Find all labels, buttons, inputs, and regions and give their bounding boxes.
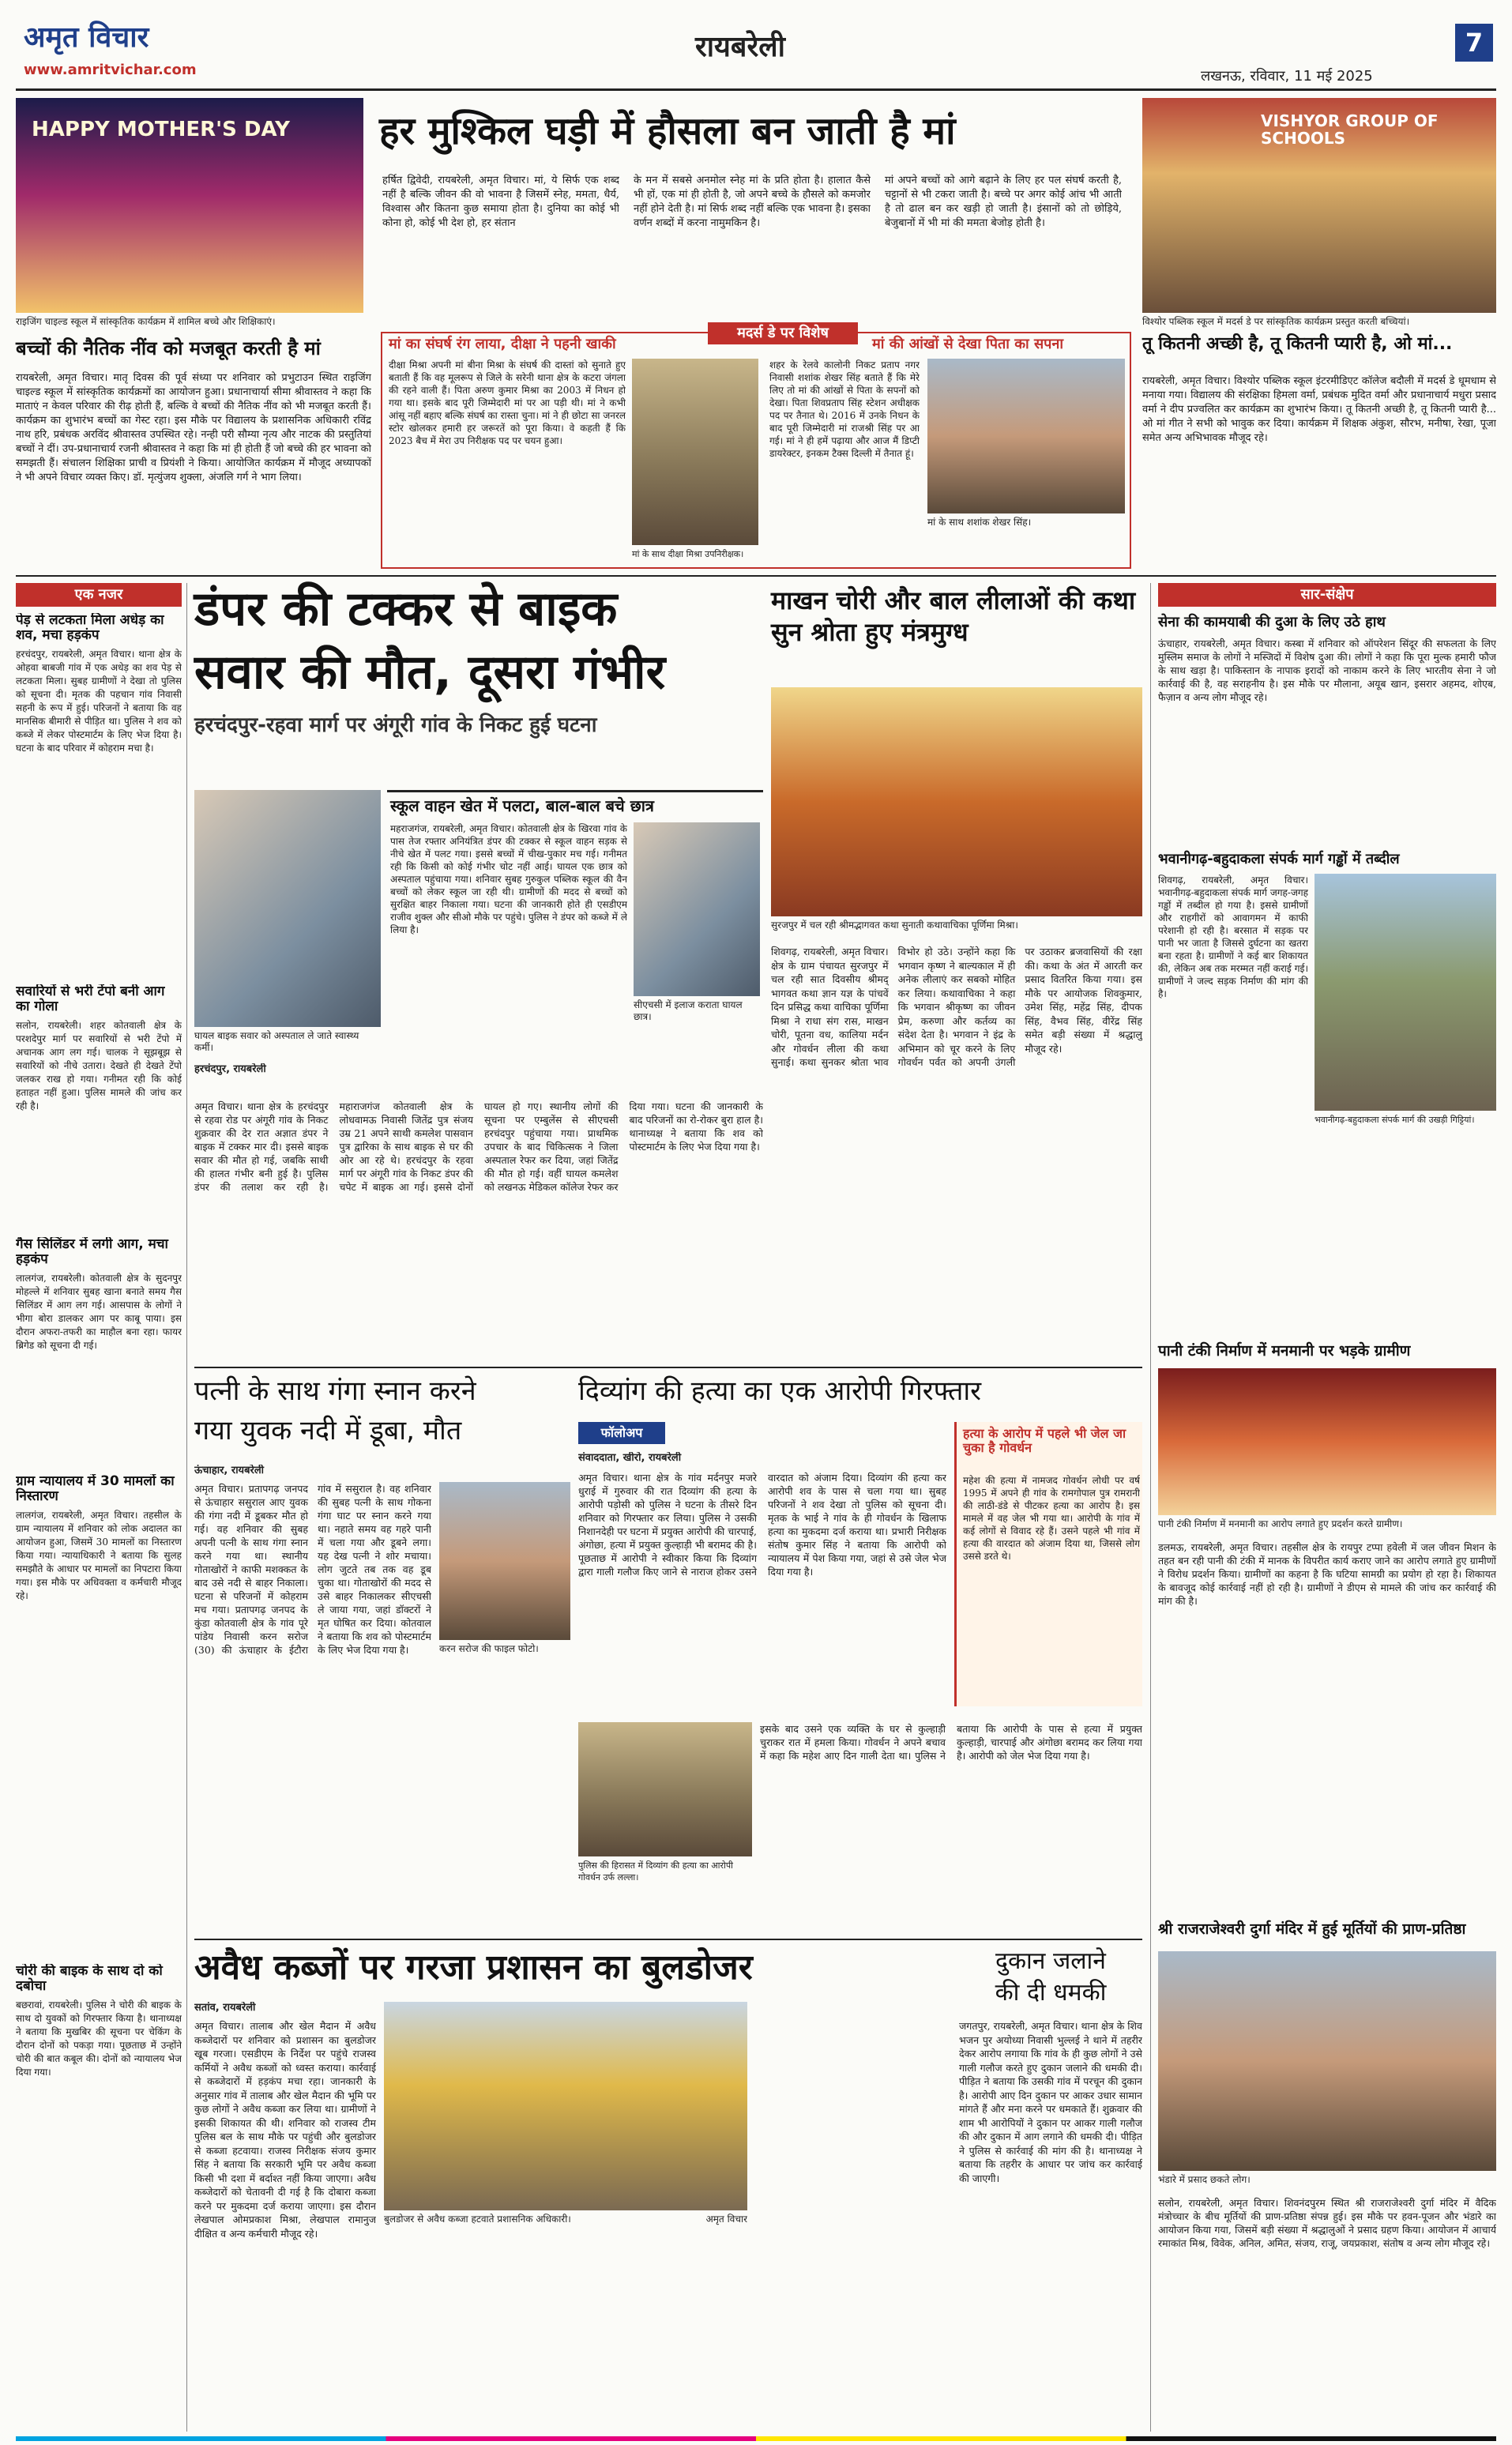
followup-tag: फॉलोअप bbox=[578, 1422, 665, 1444]
divyang-side-box bbox=[954, 1422, 1142, 1706]
dumper-photo bbox=[194, 790, 381, 1027]
bulldozer-dateline: सतांव, रायबरेली bbox=[194, 2002, 256, 2014]
site-url: www.amritvichar.com bbox=[24, 62, 197, 78]
brand-logo: अमृत विचार bbox=[24, 21, 149, 54]
brief-title: पेड़ से लटकता मिला अधेड़ का शव, मचा हड़कंप bbox=[16, 613, 164, 644]
saar-title-3: पानी टंकी निर्माण में मनमानी पर भड़के ग्रामीण bbox=[1158, 1342, 1411, 1360]
makhan-photo bbox=[771, 687, 1142, 916]
saar-caption-4: भंडारे में प्रसाद छकते लोग। bbox=[1158, 2174, 1251, 2185]
brief-item bbox=[16, 1237, 182, 1474]
mother-left-body: दीक्षा मिश्रा अपनी मां बीना मिश्रा के संघर्ष की दास्तां को सुनाते हुए बताती हैं कि वह मूलरूप से जिले के सरेनी थाना क्षेत्र के कटरा जंगला की रहने वाली हैं। पिता अरुण कुमार मिश्रा का 2003 में निधन हो गया था। इसके बाद पूरी जिम्मेदारी मां पर आ पड़ी थी। मां ने कभी आंसू नहीं बहाए बल्कि संघर्ष का रास्ता चुना। मां ने ही छोटा सा जनरल स्टोर खोलकर हमारी हर जरूरतें को पूरा किया। वे कहती हैं कि 2023 बैच में मेरा उप निरीक्षक पद पर चयन हुआ। bbox=[389, 359, 626, 446]
school-van-photo bbox=[634, 822, 760, 996]
brief-body: लालगंज, रायबरेली। कोतवाली क्षेत्र के सुदनपुर मोहल्ले में शनिवार सुबह खाना बनाते समय गैस सिलिंडर में आग लग गई। आसपास के लोगों ने भीगा बोरा डालकर आग पर काबू पाया। इस दौरान अफरा-तफरी का माहौल बना रहा। फायर ब्रिगेड को सूचना दी गई। bbox=[16, 1273, 182, 1352]
mother-left-title: मां का संघर्ष रंग लाया, दीक्षा ने पहनी खाकी bbox=[389, 336, 616, 352]
dumper-photo-caption: घायल बाइक सवार को अस्पताल ले जाते स्वास्थ्य कर्मी। bbox=[194, 1030, 359, 1053]
lead-left-caption: राइजिंग चाइल्ड स्कूल में सांस्कृतिक कार्यक्रम में शामिल बच्चे और शिक्षिकाएं। bbox=[16, 316, 276, 327]
brief-body: लालगंज, रायबरेली, अमृत विचार। तहसील के ग्राम न्यायालय में शनिवार को लोक अदालत का आयोजन हुआ, जिसमें 30 मामलों का निस्तारण किया गया। न्यायाधिकारी ने बताया कि सुलह समझौते के आधार पर मामलों का निपटारा किया गया। इस मौके पर अधिवक्ता व कर्मचारी मौजूद रहे। bbox=[16, 1510, 182, 1602]
divyang-photo-caption: पुलिस की हिरासत में दिव्यांग की हत्या का आरोपी गोवर्धन उर्फ लल्ला। bbox=[578, 1860, 733, 1883]
section-title: रायबरेली bbox=[695, 31, 785, 63]
lead-headline: हर मुश्किल घड़ी में हौसला बन जाती है मां bbox=[379, 109, 956, 153]
photo-banner-text: HAPPY MOTHER'S DAY bbox=[32, 118, 290, 141]
saar-photo-4 bbox=[1158, 1951, 1496, 2171]
school-van-box bbox=[387, 790, 763, 1090]
row-divider bbox=[194, 1939, 1142, 1940]
brief-title: सवारियों से भरी टेंपो बनी आग का गोला bbox=[16, 984, 165, 1015]
mother-right-title: मां की आंखों से देखा पिता का सपना bbox=[872, 336, 1064, 352]
shop-headline-2: की दी धमकी bbox=[995, 1979, 1107, 2007]
page-number: 7 bbox=[1455, 24, 1493, 62]
saar-caption-3: पानी टंकी निर्माण में मनमानी का आरोप लगाते हुए प्रदर्शन करते ग्रामीण। bbox=[1158, 1518, 1403, 1529]
saar-photo-2 bbox=[1315, 874, 1496, 1111]
divyang-headline: दिव्यांग की हत्या का एक आरोपी गिरफ्तार bbox=[578, 1375, 982, 1407]
mother-right-caption: मां के साथ शशांक शेखर सिंह। bbox=[927, 517, 1032, 528]
row-divider bbox=[16, 575, 1496, 577]
divyang-side-title: हत्या के आरोप में पहले भी जेल जा चुका है गोवर्धन bbox=[963, 1426, 1126, 1455]
divyang-body: अमृत विचार। थाना क्षेत्र के गांव मर्दनपुर मजरे धुराई में गुरुवार की रात दिव्यांग की हत्या के आरोपी पड़ोसी को पुलिस ने घटना के तीसरे दिन शनिवार को गिरफ्तार कर लिया। पुलिस ने उसकी निशानदेही पर घटना में प्रयुक्त आरोपी की चारपाई, अंगोछा, हत्या में प्रयुक्त कुल्हाड़ी भी बरामद की है। पूछताछ में आरोपी ने स्वीकार किया कि दिव्यांग द्वारा गाली गलौज किए जाने से नाराज होकर उसने वारदात को अंजाम दिया। दिव्यांग की हत्या कर आरोपी शव के पास से चला गया था। सुबह परिजनों ने शव देखा तो पुलिस को सूचना दी। मृतक के भाई ने गांव के ही गोवर्धन के खिलाफ हत्या का मुकदमा दर्ज कराया था। प्रभारी निरीक्षक संतोष कुमार सिंह ने बताया कि आरोपी को न्यायालय में पेश किया गया, जहां से उसे जेल भेज दिया गया है। bbox=[578, 1472, 946, 1578]
dumper-subhead: हरचंदपुर-रहवा मार्ग पर अंगूरी गांव के निकट हुई घटना bbox=[194, 713, 597, 737]
saar-title-4: श्री राजराजेश्वरी दुर्गा मंदिर में हुई मूर्तियों की प्राण-प्रतिष्ठा bbox=[1158, 1920, 1466, 1938]
lead-right-photo bbox=[1142, 98, 1496, 313]
bulldozer-caption: बुलडोजर से अवैध कब्जा हटवाते प्रशासनिक अधिकारी। bbox=[384, 2214, 571, 2225]
makhan-caption: सुरजपुर में चल रही श्रीमद्भागवत कथा सुनाती कथावाचिका पूर्णिमा मिश्रा। bbox=[771, 920, 1018, 931]
brief-item bbox=[16, 984, 182, 1237]
lead-col-2: के मन में सबसे अनमोल स्नेह मां के प्रति होता है। हालात कैसे भी हों, एक मां ही होती है, जो अपने बच्चे के हौसले को कमजोर नहीं होने देती है। मां सिर्फ शब्द नहीं बल्कि एक भावना है। इसका वर्णन शब्दों में करना नामुमकिन है। bbox=[634, 175, 871, 229]
mother-left-photo bbox=[632, 359, 758, 545]
mother-right-body: शहर के रेलवे कालोनी निकट प्रताप नगर निवासी शशांक शेखर सिंह बताते हैं कि मेरे लिए तो मां की आंखों से पिता के सपनों को देखा। पिता शिवप्रताप सिंह स्टेशन अधीक्षक पद पर तैनात थे। 2016 में उनके निधन के बाद पूरी जिम्मेदारी मां राजश्री सिंह पर आ गई। मां ने ही हमें पढ़ाया और आज मैं डिप्टी डायरेक्टर, इनकम टैक्स दिल्ली में तैनात हूं। bbox=[769, 359, 920, 459]
row-divider bbox=[194, 1367, 1142, 1368]
ganga-headline-2: गया युवक नदी में डूबा, मौत bbox=[194, 1415, 462, 1446]
brief-body: हरचंदपुर, रायबरेली, अमृत विचार। थाना क्षेत्र के ओहवा बाबजी गांव में एक अधेड़ का शव पेड़ से लटकता मिला। सुबह ग्रामीणों ने देखा तो पुलिस को सूचना दी। मृतक की पहचान गांव निवासी सहनी के रूप में हुई। परिजनों ने बताया कि वह मानसिक बीमारी से पीड़ित था। पुलिस ने शव को कब्जे में लेकर पोस्टमार्टम के लिए भेज दिया है। घटना के बाद परिवार में कोहराम मचा है। bbox=[16, 649, 182, 754]
brief-title: गैस सिलिंडर में लगी आग, मचा हड़कंप bbox=[16, 1237, 168, 1268]
lead-col-1: हर्षित द्विवेदी, रायबरेली, अमृत विचार। मां, ये सिर्फ एक शब्द नहीं है बल्कि जीवन की वो भावना है जिसमें स्नेह, ममता, धैर्य, विश्वास और कितना कुछ समाया होता है। दुनिया का कोई भी कोना हो, कोई भी देश हो, हर संतान bbox=[382, 175, 619, 229]
brief-item bbox=[16, 1474, 182, 1964]
mother-left-caption: मां के साथ दीक्षा मिश्रा उपनिरीक्षक। bbox=[632, 549, 744, 559]
lead-col-3: मां अपने बच्चों को आगे बढ़ाने के लिए हर पल संघर्ष करती है, चट्टानों से भी टकरा जाती है। बच्चे पर अगर कोई आंच भी आती है तो ढाल बन कर खड़ी हो जाती है। इंसानों को तो छोड़िये, बेजुबानों में भी मां की ममता बेजोड़ होती है। bbox=[885, 175, 1122, 229]
left-col-rule bbox=[186, 583, 187, 2432]
brief-body: सलोन, रायबरेली। शहर कोतवाली क्षेत्र के परशदेपुर मार्ग पर सवारियों से भरी टेंपो में अचानक आग लग गई। चालक ने सूझबूझ से सवारियों को नीचे उतारा। देखते ही देखते टेंपो जलकर राख हो गया। गनीमत रही कि कोई हताहत नहीं हुआ। पुलिस मामले की जांच कर रही है। bbox=[16, 1020, 182, 1112]
lead-left-photo bbox=[16, 98, 363, 313]
dateline: लखनऊ, रविवार, 11 मई 2025 bbox=[1201, 68, 1373, 85]
dumper-headline-2: सवार की मौत, दूसरा गंभीर bbox=[194, 645, 666, 700]
saar-caption-2: भवानीगढ़-बहुदाकला संपर्क मार्ग की उखड़ी गिट्टियां। bbox=[1315, 1115, 1475, 1125]
brief-strip: एक नजर bbox=[16, 583, 182, 607]
brief-list bbox=[16, 613, 182, 2430]
bulldozer-headline: अवैध कब्जों पर गरजा प्रशासन का बुलडोजर bbox=[194, 1947, 753, 1988]
bulldozer-body-cont bbox=[384, 2232, 950, 2430]
lead-right-caption: विश्योर पब्लिक स्कूल में मदर्स डे पर सांस्कृतिक कार्यक्रम प्रस्तुत करती बच्चियां। bbox=[1142, 316, 1410, 327]
dumper-headline-1: डंपर की टक्कर से बाइक bbox=[194, 581, 618, 637]
divyang-accused-photo bbox=[578, 1722, 752, 1856]
photo-banner-text: VISHYOR GROUP OF SCHOOLS bbox=[1261, 111, 1439, 149]
saar-body-1: ऊंचाहार, रायबरेली, अमृत विचार। कस्बा में शनिवार को ऑपरेशन सिंदूर की सफलता के लिए मुस्लिम समाज के लोगों ने मस्जिदों में विशेष दुआ की। लोगों ने कहा कि पूरा मुल्क हमारी फौज के साथ खड़ा है। पाकिस्तान के नापाक इरादों को नाकाम करने के लिए भारतीय सेना ने जो कार्रवाई की है, वह सराहनीय है। इस मौके पर मौलाना, अयूब खान, इसरार अहमद, शोएब, फैज़ान व अन्य लोग मौजूद रहे। bbox=[1158, 638, 1496, 703]
dumper-body: अमृत विचार। थाना क्षेत्र के हरचंदपुर से रहवा रोड पर अंगूरी गांव के निकट शुक्रवार की देर रात अज्ञात डंपर ने बाइक में टक्कर मार दी। इससे बाइक सवार की मौत हो गई, जबकि साथी की हालत गंभीर बनी हुई है। पुलिस डंपर की तलाश कर रही है। महाराजगंज कोतवाली क्षेत्र के लोधवामऊ निवासी जितेंद्र पुत्र संजय उम्र 21 अपने साथी कमलेश पासवान पुत्र द्वारिका के साथ बाइक से घर की ओर आ रहे थे। हरचंदपुर के रहवा मार्ग पर अंगूरी गांव के निकट डंपर की चपेट में बाइक आ गई। इससे दोनों घायल हो गए। स्थानीय लोगों की सूचना पर एम्बुलेंस से सीएचसी हरचंदपुर पहुंचाया गया। प्राथमिक उपचार के बाद चिकित्सक ने जिला अस्पताल रेफर कर दिया, जहां जितेंद्र की मौत हो गई। वहीं घायल कमलेश को लखनऊ मेडिकल कॉलेज रेफर कर दिया गया। घटना की जानकारी के बाद परिजनों का रो-रोकर बुरा हाल है। थानाध्यक्ष ने बताया कि शव को पोस्टमार्टम के लिए भेज दिया गया है। bbox=[194, 1100, 763, 1193]
school-van-caption: सीएचसी में इलाज कराता घायल छात्र। bbox=[634, 999, 743, 1022]
bulldozer-credit: अमृत विचार bbox=[705, 2214, 747, 2225]
brief-title: चोरी की बाइक के साथ दो को दबोचा bbox=[16, 1964, 163, 1995]
divyang-side-body: महेश की हत्या में नामजद गोवर्धन लोधी पर वर्ष 1995 में अपने ही गांव के रामगोपाल पुत्र रामरानी की लाठी-डंडे से पीटकर हत्या का आरोप है। इस मामले में वह जेल भी गया था। आरोपी के गांव में कई लोगों से विवाद रहे हैं। उसने पहले भी गांव में हत्या की वारदात को अंजाम दिया था, जिससे लोग उससे डरते थे। bbox=[963, 1475, 1140, 1562]
ganga-headline-1: पत्नी के साथ गंगा स्नान करने bbox=[194, 1375, 476, 1407]
saar-title-1: सेना की कामयाबी की दुआ के लिए उठे हाथ bbox=[1158, 614, 1386, 630]
ganga-photo-caption: करन सरोज की फाइल फोटो। bbox=[439, 1643, 539, 1654]
masthead-rule bbox=[16, 88, 1496, 91]
saar-body-3: डलमऊ, रायबरेली, अमृत विचार। तहसील क्षेत्र के रायपुर टप्पा हवेली में जल जीवन मिशन के तहत बन रही पानी की टंकी में मानक के विपरीत कार्य कराए जाने का आरोप लगाते हुए ग्रामीणों ने विरोध प्रदर्शन किया। ग्रामीणों का कहना है कि घटिया सामग्री का प्रयोग हो रहा है। शिकायत के बावजूद कोई कार्रवाई नहीं हो रही है। ग्रामीणों ने डीएम से मामले की जांच कर कार्रवाई की मांग की है। bbox=[1158, 1541, 1496, 1607]
brief-body: बछरावां, रायबरेली। पुलिस ने चोरी की बाइक के साथ दो युवकों को गिरफ्तार किया है। थानाध्यक्ष ने बताया कि मुखबिर की सूचना पर चेकिंग के दौरान दोनों को पकड़ा गया। पूछताछ में उन्होंने चोरी की बात कबूल की। दोनों को न्यायालय भेज दिया गया। bbox=[16, 1999, 182, 2078]
dumper-dateline: हरचंदपुर, रायबरेली bbox=[194, 1063, 266, 1075]
saar-body-4: सलोन, रायबरेली, अमृत विचार। शिवनंदपुरम स्थित श्री राजराजेश्वरी दुर्गा मंदिर में वैदिक मंत्रोच्चार के बीच मूर्तियों की प्राण-प्रतिष्ठा संपन्न हुई। इस मौके पर हवन-पूजन और भंडारे का आयोजन किया गया, जिसमें बड़ी संख्या में श्रद्धालुओं ने प्रसाद ग्रहण किया। आयोजन में आचार्य रमाकांत मिश्र, विवेक, अनिल, अमित, संजय, राजू, जयप्रकाश, संतोष व अन्य लोग मौजूद रहे। bbox=[1158, 2197, 1496, 2249]
divyang-tail: इसके बाद उसने एक व्यक्ति के घर से कुल्हाड़ी चुराकर रात में हमला किया। गोवर्धन ने अपने बचाव में कहा कि महेश आए दिन गाली देता था। पुलिस ने बताया कि आरोपी के पास से हत्या में प्रयुक्त कुल्हाड़ी, चारपाई और अंगोछा बरामद कर लिया गया है। आरोपी को जेल भेज दिया गया है। bbox=[760, 1723, 1142, 1762]
shop-body: जगतपुर, रायबरेली, अमृत विचार। थाना क्षेत्र के शिव भजन पुर अयोध्या निवासी भुल्लई ने थाने में तहरीर देकर आरोप लगाया कि गांव के ही कुछ लोगों ने उसे गाली गलौज करते हुए दुकान जलाने की धमकी दी। पीड़ित ने बताया कि उसकी गांव में परचून की दुकान है। आरोपी आए दिन दुकान पर आकर उधार सामान मांगते हैं और मना करने पर धमकाते हैं। शुक्रवार की शाम भी आरोपियों ने दुकान पर आकर गाली गलौज की और दुकान में आग लगाने की धमकी दी। पीड़ित ने पुलिस से कार्रवाई की मांग की है। थानाध्यक्ष ने बताया कि तहरीर के आधार पर जांच कर कार्रवाई की जाएगी। bbox=[959, 2020, 1142, 2184]
school-van-headline: स्कूल वाहन खेत में पलटा, बाल-बाल बचे छात्र bbox=[390, 796, 654, 815]
saar-title-2: भवानीगढ़-बहुदाकला संपर्क मार्ग गड्ढों में तब्दील bbox=[1158, 851, 1400, 867]
makhan-headline: माखन चोरी और बाल लीलाओं की कथा सुन श्रोता हुए मंत्रमुग्ध bbox=[771, 585, 1136, 647]
mothers-day-box bbox=[381, 325, 1131, 569]
masthead bbox=[0, 0, 1512, 93]
makhan-body: शिवगढ़, रायबरेली, अमृत विचार। क्षेत्र के ग्राम पंचायत सुरजपुर में चल रही सात दिवसीय श्रीमद् भागवत कथा ज्ञान यज्ञ के पांचवें दिन प्रसिद्ध कथा वाचिका पूर्णिमा मिश्रा ने राधा संग रास, माखन चोरी, पूतना वध, कालिया मर्दन और गोवर्धन लीला की कथा सुनाई। कथा सुनकर श्रोता भाव विभोर हो उठे। उन्होंने कहा कि भगवान कृष्ण ने बाल्यकाल में ही अनेक लीलाएं कर सबको मोहित कर लिया। कथावाचिका ने कहा कि भगवान श्रीकृष्ण का जीवन प्रेम, करुणा और कर्तव्य का संदेश देता है। भगवान ने इंद्र के अभिमान को चूर करने के लिए गोवर्धन पर्वत को अपनी उंगली पर उठाकर ब्रजवासियों की रक्षा की। कथा के अंत में आरती कर प्रसाद वितरित किया गया। इस मौके पर आयोजक शिवकुमार, उमेश सिंह, महेंद्र सिंह, दीपक सिंह, वैभव सिंह, वीरेंद्र सिंह समेत बड़ी संख्या में श्रद्धालु मौजूद रहे। bbox=[771, 946, 1142, 1068]
shop-headline-1: दुकान जलाने bbox=[995, 1947, 1106, 1975]
mother-right-photo bbox=[927, 359, 1125, 513]
divyang-dateline: संवाददाता, खीरो, रायबरेली bbox=[578, 1452, 682, 1464]
saar-strip: सार-संक्षेप bbox=[1158, 583, 1496, 607]
morals-body: रायबरेली, अमृत विचार। मातृ दिवस की पूर्व संध्या पर शनिवार को प्रभुटाउन स्थित राइजिंग चाइल्ड स्कूल में सांस्कृतिक कार्यक्रमों का आयोजन हुआ। प्रधानाचार्या सीमा श्रीवास्तव ने कहा कि माताएं न केवल परिवार की रीढ़ होती हैं, बल्कि वे बच्चों की नैतिक नींव को भी मजबूत करती हैं। कार्यक्रम का शुभारंभ बच्चों का गेस्ट रहा। इस मौके पर विद्यालय के प्रशासनिक अधिकारी रविंद्र नाथ हरि, प्रबंधक अरविंद श्रीवास्तव उपस्थित रहे। नन्ही परी सौम्या नृत्य और नाटक की प्रस्तुतियां बच्चों ने दीं। उप-प्रधानाचार्य रजनी श्रीवास्तव ने कहा कि मां ही होती हैं जो बच्चे की हर भावना को समझती हैं। संचालन शिक्षिका प्राची व प्रियंशी ने किया। आयोजित कार्यक्रम में मौजूद अध्यापकों ने भी अपने विचार व्यक्त किए। डॉ. मृत्युंजय शुक्ला, अंजलि गर्ग ने भाग लिया। bbox=[16, 372, 371, 483]
vishyor-body: रायबरेली, अमृत विचार। विश्योर पब्लिक स्कूल इंटरमीडिएट कॉलेज बदौली में मदर्स डे धूमधाम से मनाया गया। विद्यालय की संरक्षिका हिमला वर्मा, प्रबंधक मुदित वर्मा और प्रधानाचार्य मधुरा प्रसाद वर्मा ने दीप प्रज्वलित कर कार्यक्रम का शुभारंभ किया। तू कितनी अच्छी है, तू कितनी प्यारी है... ओ मां गीत ने सभी को भावुक कर दिया। कार्यक्रम में शिक्षक अंकुश, सौरभ, मनीषा, रेखा, पूजा समेत अन्य अभिभावक मौजूद रहे। bbox=[1142, 375, 1496, 444]
print-colour-strip bbox=[16, 2436, 1496, 2441]
saar-body-2: शिवगढ़, रायबरेली, अमृत विचार। भवानीगढ़-बहुदाकला संपर्क मार्ग जगह-जगह गड्ढों में तब्दील हो गया है। इससे ग्रामीणों और राहगीरों को आवागमन में काफी परेशानी हो रही है। बरसात में सड़क पर पानी भर जाता है जिससे दुर्घटना का खतरा बना रहता है। ग्रामीणों ने कई बार शिकायत की, लेकिन अब तक मरम्मत नहीं कराई गई। ग्रामीणों ने जल्द सड़क निर्माण की मांग की है। bbox=[1158, 875, 1308, 999]
right-col-rule bbox=[1150, 583, 1151, 2432]
brief-item bbox=[16, 1964, 182, 2406]
brief-title: ग्राम न्यायालय में 30 मामलों का निस्तारण bbox=[16, 1474, 175, 1505]
ganga-body: अमृत विचार। प्रतापगढ़ जनपद से ऊंचाहार ससुराल आए युवक की गंगा नदी में डूबकर मौत हो गई। वह शनिवार की सुबह अपनी पत्नी के साथ गंगा स्नान करने गया था। स्थानीय गोताखोरों ने काफी मशक्कत के बाद उसे नदी से बाहर निकाला। घटना से परिजनों में कोहराम मच गया। प्रतापगढ़ जनपद के कुंडा कोतवाली क्षेत्र के गांव पूरे पांडेय निवासी करन सरोज (30) की ऊंचाहार के ईटौरा गांव में ससुराल है। वह शनिवार की सुबह पत्नी के साथ गोकना गंगा घाट पर स्नान करने गया था। नहाते समय वह गहरे पानी में चला गया और डूबने लगा। यह देख पत्नी ने शोर मचाया। लोग जुटते तब तक वह डूब चुका था। गोताखोरों की मदद से उसे बाहर निकालकर सीएचसी ले जाया गया, जहां डॉक्टरों ने मृत घोषित कर दिया। कोतवाल ने बताया कि शव को पोस्टमार्टम के लिए भेज दिया गया है। bbox=[194, 1483, 431, 1656]
saar-photo-3 bbox=[1158, 1368, 1496, 1515]
bulldozer-body: अमृत विचार। तालाब और खेल मैदान में अवैध कब्जेदारों पर शनिवार को प्रशासन का बुलडोजर खूब गरजा। एसडीएम के निर्देश पर पहुंचे राजस्व कर्मियों ने अवैध कब्जों को ध्वस्त कराया। कार्रवाई से कब्जेदारों में हड़कंप मचा रहा। जानकारी के अनुसार गांव में तालाब और खेल मैदान की भूमि पर कुछ लोगों ने अवैध कब्जा कर लिया था। ग्रामीणों ने इसकी शिकायत की थी। शनिवार को राजस्व टीम पुलिस बल के साथ मौके पर पहुंची और बुलडोजर से कब्जा हटवाया। राजस्व निरीक्षक संजय कुमार सिंह ने बताया कि सरकारी भूमि पर अवैध कब्जा किसी भी दशा में बर्दाश्त नहीं किया जाएगा। अवैध कब्जेदारों को चेतावनी दी गई है कि दोबारा कब्जा करने पर मुकदमा दर्ज कराया जाएगा। इस दौरान लेखपाल ओमप्रकाश मिश्रा, लेखपाल रामानुज दीक्षित व अन्य कर्मचारी मौजूद रहे। bbox=[194, 2020, 376, 2240]
ganga-photo bbox=[439, 1482, 570, 1640]
ganga-dateline: ऊंचाहार, रायबरेली bbox=[194, 1465, 265, 1476]
morals-headline: बच्चों की नैतिक नींव को मजबूत करती है मां bbox=[16, 337, 321, 359]
brief-item bbox=[16, 613, 182, 984]
mothers-day-strip: मदर्स डे पर विशेष bbox=[708, 322, 858, 344]
bulldozer-photo bbox=[384, 2002, 747, 2210]
vishyor-headline: तू कितनी अच्छी है, तू कितनी प्यारी है, ओ मां... bbox=[1142, 334, 1453, 354]
school-van-body: महराजगंज, रायबरेली, अमृत विचार। कोतवाली क्षेत्र के खिरवा गांव के पास तेज रफ्तार अनियंत्रित डंपर की टक्कर से स्कूल वाहन सड़क से नीचे खेत में पलट गया। इससे बच्चों में चीख-पुकार मच गई। गनीमत रही कि किसी को कोई गंभीर चोट नहीं आई। घायल एक छात्र को अस्पताल पहुंचाया गया। शनिवार सुबह गुरुकुल पब्लिक स्कूल की वैन बच्चों को लेकर स्कूल जा रही थी। ग्रामीणों की मदद से बच्चों को सुरक्षित बाहर निकाला गया। घटना की जानकारी होते ही एसडीएम राजीव शुक्ल और सीओ मौके पर पहुंचे। पुलिस ने डंपर को कब्जे में ले लिया है। bbox=[390, 823, 627, 935]
